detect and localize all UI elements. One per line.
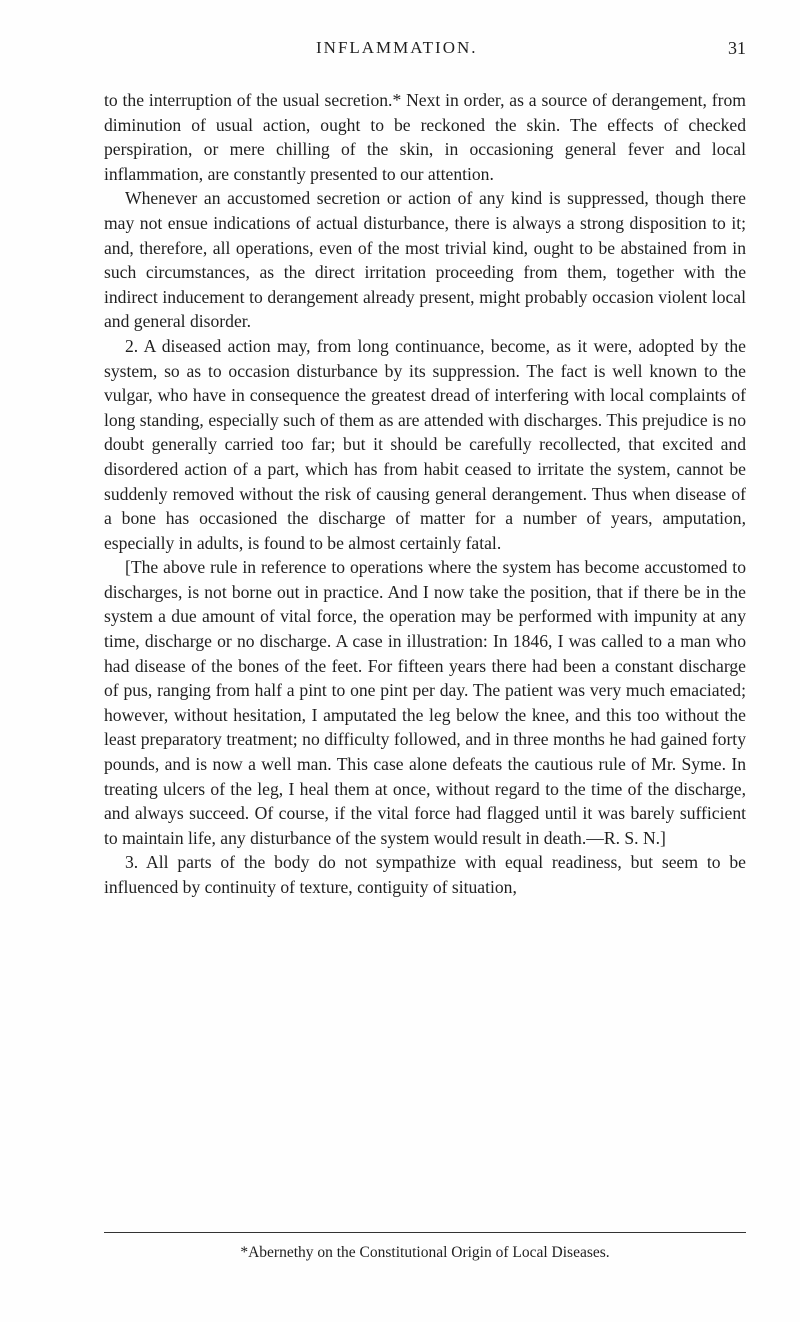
footnote-divider (104, 1232, 746, 1233)
body-text (104, 88, 746, 900)
running-head (106, 38, 746, 60)
paragraph-suppressed-secretion: Whenever an accustomed secretion or action of any kind is suppressed, though there may not ensue indications of actual disturbance, there is always a strong disposition to it; and, therefore, all operations, even of the most trivial kind, ought to be abstained from in such circumstances, as the direct irritation proceeding from them, together with the indirect inducement to derangement already present, might probably occasion violent local and general disorder. (104, 188, 746, 332)
paragraph-point-3: 3. All parts of the body do not sympathize with equal readiness, but seem to be influenced by continuity of texture, contiguity of situation, (104, 852, 746, 897)
footnote: *Abernethy on the Constitutional Origin of Local Diseases. (240, 1244, 610, 1261)
page-number: 31 (728, 38, 746, 58)
running-title: INFLAMMATION. (316, 38, 478, 57)
paragraph-point-2: 2. A diseased action may, from long continuance, become, as it were, adopted by the system, so as to occasion disturbance by its suppression. The fact is well known to the vulgar, who have in consequence the greatest dread of interfering with local complaints of long standing, especially such of them as are attended with discharges. This prejudice is no doubt generally carried too far; but it should be carefully recollected, that excited and disordered action of a part, which has from habit ceased to irritate the system, cannot be suddenly removed without the risk of causing general derangement. Thus when disease of a bone has occasioned the discharge of matter for a number of years, amputation, especially in adults, is found to be almost certainly fatal. (104, 335, 746, 553)
paragraph-continuation: to the interruption of the usual secretion.* Next in order, as a source of derangement, from diminution of usual action, ought to be reckoned the skin. The effects of checked perspiration, or mere chilling of the skin, in occasioning general fever and local inflammation, are constantly presented to our attention. (104, 90, 746, 184)
paragraph-editor-note: [The above rule in reference to operations where the system has become accustomed to discharges, is not borne out in practice. And I now take the position, that if there be in the system a due amount of vital force, the operation may be performed with impunity at any time, discharge or no discharge. A case in illustration: In 1846, I was called to a man who had disease of the bones of the feet. For fifteen years there had been a constant discharge of pus, ranging from half a pint to one pint per day. The patient was very much emaciated; however, without hesitation, I amputated the leg below the knee, and this too without the least preparatory treatment; no difficulty followed, and in three months he had gained forty pounds, and is now a well man. This case alone defeats the cautious rule of Mr. Syme. In treating ulcers of the leg, I heal them at once, without regard to the time of the discharge, and always succeed. Of course, if the vital force had flagged until it was barely sufficient to maintain life, any disturbance of the system would result in death.—R. S. N.] (104, 557, 746, 848)
